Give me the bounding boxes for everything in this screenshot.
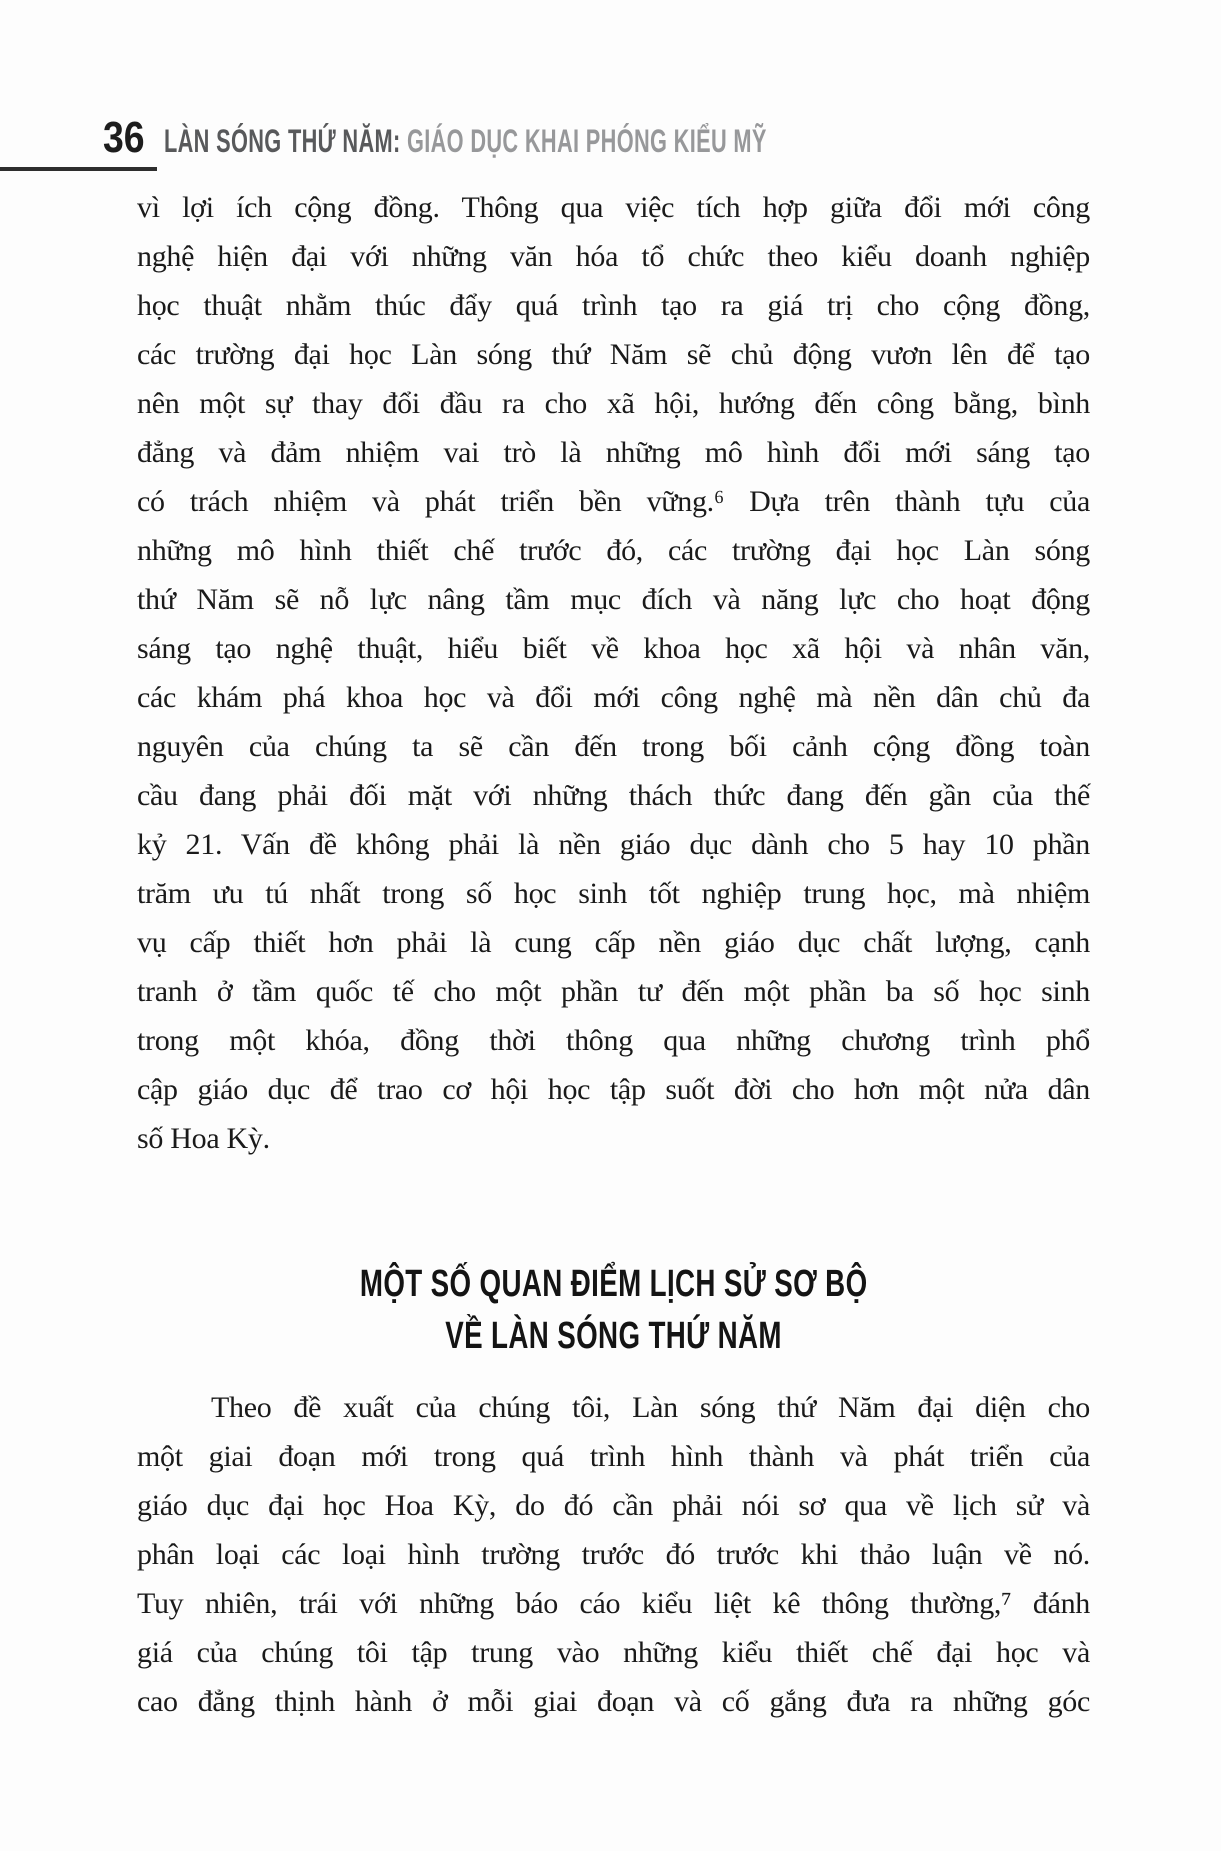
text-line: trăm ưu tú nhất trong số học sinh tốt nghiệp trung học, mà nhiệm — [137, 877, 1090, 910]
text-line: nên một sự thay đổi đầu ra cho xã hội, hướng đến công bằng, bình — [137, 387, 1090, 420]
text-line: giáo dục đại học Hoa Kỳ, do đó cần phải nói sơ qua về lịch sử và — [137, 1489, 1090, 1522]
text-line: sáng tạo nghệ thuật, hiểu biết về khoa học xã hội và nhân văn, — [137, 632, 1090, 665]
text-line: cầu đang phải đối mặt với những thách thức đang đến gần của thế — [137, 779, 1090, 812]
text-line: kỷ 21. Vấn đề không phải là nền giáo dục dành cho 5 hay 10 phần — [137, 828, 1090, 861]
text-line: các trường đại học Làn sóng thứ Năm sẽ chủ động vươn lên để tạo — [137, 338, 1090, 371]
text-line: đẳng và đảm nhiệm vai trò là những mô hình đổi mới sáng tạo — [137, 436, 1090, 469]
section-heading-line-1: MỘT SỐ QUAN ĐIỂM LỊCH SỬ SƠ BỘ — [359, 1263, 868, 1305]
page-number: 36 — [103, 113, 145, 162]
text-line: thứ Năm sẽ nỗ lực nâng tầm mục đích và năng lực cho hoạt động — [137, 583, 1090, 616]
text-line: các khám phá khoa học và đổi mới công nghệ mà nền dân chủ đa — [137, 681, 1090, 714]
section-heading — [137, 1258, 1090, 1362]
running-header — [164, 124, 767, 158]
header-rule — [0, 167, 157, 171]
text-line: phân loại các loại hình trường trước đó trước khi thảo luận về nó. — [137, 1538, 1090, 1571]
text-line: Theo đề xuất của chúng tôi, Làn sóng thứ Năm đại diện cho — [211, 1391, 1090, 1424]
text-line: những mô hình thiết chế trước đó, các trường đại học Làn sóng — [137, 534, 1090, 567]
text-line: học thuật nhằm thúc đẩy quá trình tạo ra giá trị cho cộng đồng, — [137, 289, 1090, 322]
text-line: nghệ hiện đại với những văn hóa tổ chức theo kiểu doanh nghiệp — [137, 240, 1090, 273]
text-line: một giai đoạn mới trong quá trình hình thành và phát triển của — [137, 1440, 1090, 1473]
running-header-title: LÀN SÓNG THỨ NĂM: — [164, 123, 401, 159]
text-line: nguyên của chúng ta sẽ cần đến trong bối cảnh cộng đồng toàn — [137, 730, 1090, 763]
paragraph — [137, 1383, 1090, 1726]
text-line: vụ cấp thiết hơn phải là cung cấp nền giáo dục chất lượng, cạnh — [137, 926, 1090, 959]
text-line: cập giáo dục để trao cơ hội học tập suốt đời cho hơn một nửa dân — [137, 1073, 1090, 1106]
text-line: vì lợi ích cộng đồng. Thông qua việc tích hợp giữa đổi mới công — [137, 191, 1090, 224]
text-line: số Hoa Kỳ. — [137, 1122, 270, 1155]
text-line: cao đẳng thịnh hành ở mỗi giai đoạn và cố gắng đưa ra những góc — [137, 1685, 1090, 1718]
text-line: có trách nhiệm và phát triển bền vững.⁶ Dựa trên thành tựu của — [137, 485, 1090, 518]
running-header-subtitle: GIÁO DỤC KHAI PHÓNG KIỂU MỸ — [406, 123, 767, 159]
paragraph — [137, 183, 1090, 1163]
text-line: giá của chúng tôi tập trung vào những kiểu thiết chế đại học và — [137, 1636, 1090, 1669]
text-line: Tuy nhiên, trái với những báo cáo kiểu liệt kê thông thường,⁷ đánh — [137, 1587, 1090, 1620]
text-line: tranh ở tầm quốc tế cho một phần tư đến một phần ba số học sinh — [137, 975, 1090, 1008]
section-heading-line-2: VỀ LÀN SÓNG THỨ NĂM — [445, 1315, 782, 1357]
text-line: trong một khóa, đồng thời thông qua những chương trình phổ — [137, 1024, 1090, 1057]
